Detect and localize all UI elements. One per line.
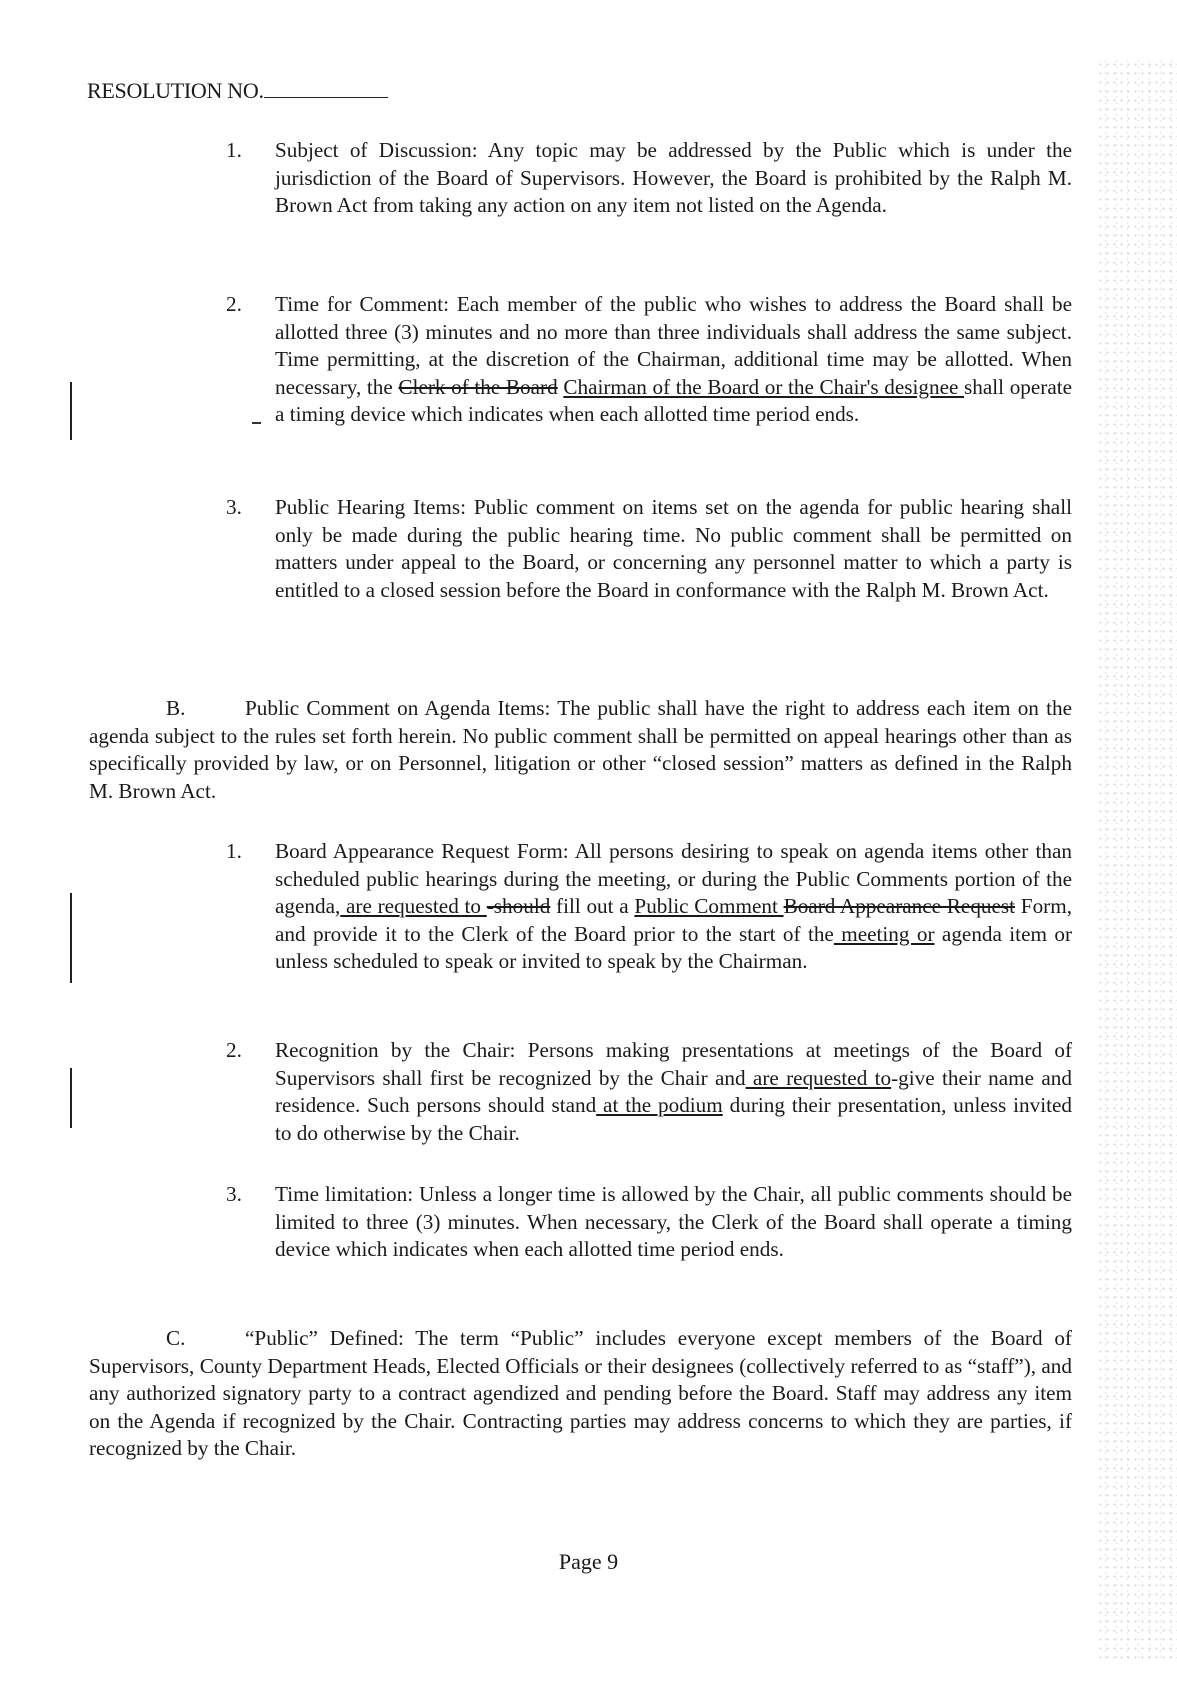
- item-body: [275, 838, 1072, 976]
- scan-noise: [1097, 60, 1177, 1660]
- inserted-text: are requested to: [340, 894, 487, 918]
- page-number: Page 9: [558, 1549, 619, 1574]
- item-title: Public Hearing Items:: [275, 495, 467, 519]
- item-title: Time for Comment:: [275, 292, 449, 316]
- inserted-text: Chairman of the Board or the Chair's designee: [563, 374, 965, 399]
- item-text: All persons desiring to speak on agenda items other than scheduled public hearings during the meeting, or during the Public Comments portion of the agenda,: [275, 839, 1072, 918]
- item-number: 2.: [226, 1038, 242, 1062]
- section-b: [89, 695, 1072, 805]
- item-body: [275, 137, 1072, 220]
- item-text: -give their name and residence. Such persons should stand: [275, 1065, 1072, 1117]
- resolution-label: RESOLUTION NO.: [87, 78, 264, 103]
- section-letter: B.: [166, 696, 186, 720]
- inserted-text: are requested to: [745, 1065, 892, 1090]
- item-title: Recognition by the Chair:: [275, 1038, 516, 1062]
- item-text: Any topic may be addressed by the Public which is under the jurisdiction of the Board of Supervisors. However, the Board is prohibited by the Ralph M. Brown Act from taking any action on any item not listed on the Agenda.: [275, 138, 1072, 217]
- deleted-text: Board Appearance Request: [783, 894, 1016, 918]
- inserted-text: at the podium: [596, 1093, 723, 1117]
- item-text: Each member of the public who wishes to address the Board shall be allotted three (3) minutes and no more than three individuals shall address the same subject. Time permitting, at the discretion of the Chairman, additional time may be allotted. When necessary, the: [275, 292, 1072, 399]
- item-text: fill out a: [550, 894, 635, 918]
- resolution-header: [87, 78, 388, 104]
- section-a-item-1: [226, 137, 1072, 220]
- section-b-item-2: [226, 1037, 1072, 1147]
- section-c: [89, 1325, 1072, 1463]
- item-text: Persons making presentations at meetings of the Board of Supervisors shall first be recognized by the Chair and: [275, 1038, 1072, 1090]
- item-body: [275, 291, 1072, 429]
- section-text: The term “Public” includes everyone except members of the Board of Supervisors, County Department Heads, Elected Officials or their designees (collectively referred to as “staff”), and any authorized signatory party to a contract agendized and pending before the Board. Staff may address any item on the Agenda if recognized by the Chair. Contracting parties may address concerns to which they are parties, if recognized by the Chair.: [89, 1326, 1072, 1460]
- section-a-item-3: [226, 494, 1072, 604]
- section-text: The public shall have the right to address each item on the agenda subject to the rules set forth herein. No public comment shall be permitted on appeal hearings other than as specifically provided by law, or on Personnel, litigation or other “closed session” matters as defined in the Ralph M. Brown Act.: [89, 696, 1072, 803]
- item-title: Board Appearance Request Form:: [275, 839, 569, 863]
- section-b-item-1: [226, 838, 1072, 976]
- deleted-text: Clerk of the Board: [398, 374, 558, 399]
- item-body: [275, 494, 1072, 604]
- item-body: [275, 1181, 1072, 1264]
- item-number: 2.: [226, 292, 242, 316]
- item-title: Subject of Discussion:: [275, 138, 478, 162]
- item-number: 1.: [226, 839, 242, 863]
- section-title: Public Comment on Agenda Items:: [245, 696, 551, 720]
- change-bar: [70, 893, 72, 983]
- item-title: Time limitation:: [275, 1182, 414, 1206]
- item-body: [275, 1037, 1072, 1147]
- item-text: during their presentation, unless invited to do otherwise by the Chair.: [275, 1093, 1072, 1145]
- item-text: agenda item or unless scheduled to speak or invited to speak by the Chairman.: [275, 921, 1072, 973]
- item-text: shall operate a timing device which indicates when each allotted time period ends.: [275, 374, 1073, 426]
- item-number: 3.: [226, 495, 242, 519]
- change-bar: [70, 382, 72, 440]
- section-a-item-2: [226, 291, 1073, 429]
- item-text: Unless a longer time is allowed by the Chair, all public comments should be limited to three (3) minutes. When necessary, the Clerk of the Board shall operate a timing device which indicates when each allotted time period ends.: [275, 1182, 1072, 1261]
- change-bar: [70, 1068, 72, 1128]
- margin-mark: [252, 422, 261, 424]
- section-title: “Public” Defined:: [245, 1326, 404, 1350]
- item-text: Public comment on items set on the agenda for public hearing shall only be made during the public hearing time. No public comment shall be permitted on matters under appeal to the Board, or concerning any personnel matter to which a party is entitled to a closed session before the Board in conformance with the Ralph M. Brown Act.: [275, 495, 1072, 602]
- resolution-number-blank: [264, 79, 388, 98]
- section-b-item-3: [226, 1181, 1072, 1264]
- inserted-text: Public Comment: [634, 894, 784, 918]
- section-letter: C.: [166, 1326, 186, 1350]
- item-text: Form, and provide it to the Clerk of the Board prior to the start of the: [275, 894, 1072, 946]
- item-number: 3.: [226, 1182, 242, 1206]
- item-number: 1.: [226, 138, 242, 162]
- deleted-text: -should: [486, 894, 551, 918]
- inserted-text: meeting or: [833, 921, 935, 946]
